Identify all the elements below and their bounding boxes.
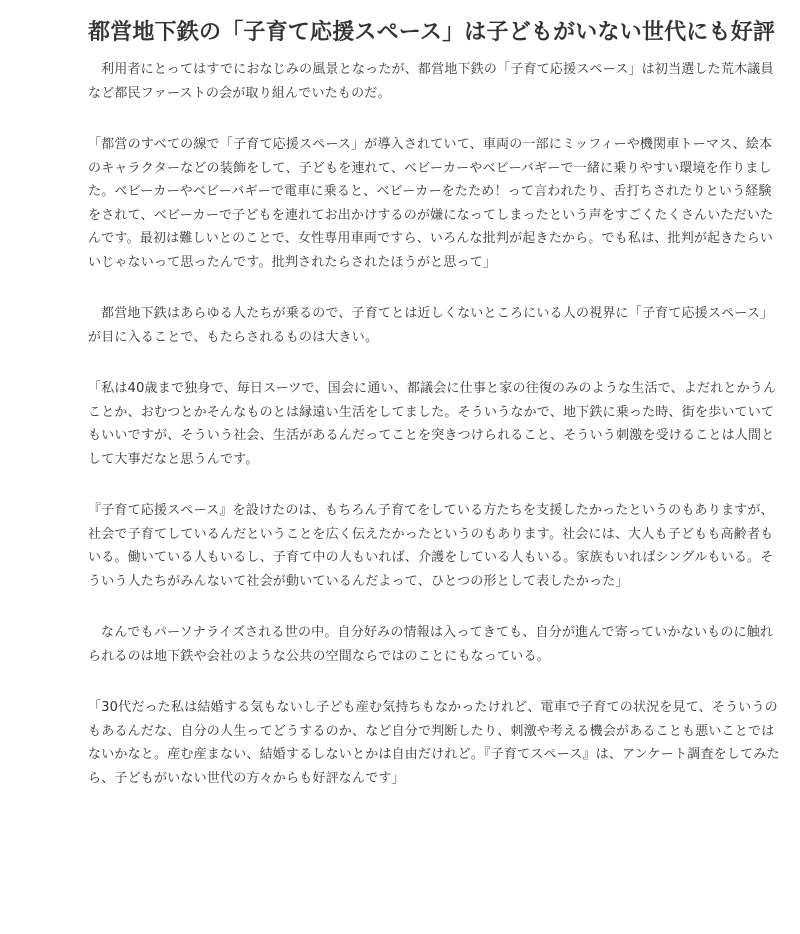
quote-paragraph-4: 『子育て応援スペース』を設けたのは、もちろん子育てをしている方たちを支援したかったというのもありますが、社会で子育てしているんだということを広く伝えたかったというのもあります。社会には、大人も子どもも高齢者もいる。働いている人もいるし、子育て中の人もいれば、介護をしている人もいる。家族もいればシングルもいる。そういう人たちがみんないて社会が動いているんだよって、ひとつの形として表したかった」: [88, 503, 774, 589]
quote-paragraph-6: 「30代だった私は結婚する気もないし子ども産む気持ちもなかったけれど、電車で子育ての状況を見て、そういうのもあるんだな、自分の人生ってどうするのか、など自分で判断したり、刺激や考える機会があることも悪いことではないかなと。産む産まない、結婚するしないとかは自由だけれど。『子育てスペース』は、アンケート調査をしてみたら、子どもがいない世代の方々からも好評なんです」: [88, 700, 780, 786]
paragraph-intro: 利用者にとってはすでにおなじみの風景となったが、都営地下鉄の「子育て応援スペース」は初当選した荒木議員など都民ファーストの会が取り組んでいたものだ。: [88, 62, 774, 101]
narrative-paragraph-5: なんでもパーソナライズされる世の中。自分好みの情報は入ってきても、自分が進んで寄っていかないものに触れられるのは地下鉄や会社のような公共の空間ならではのことにもなっている。: [88, 625, 774, 664]
article-title: 都営地下鉄の「子育て応援スペース」は子どもがいない世代にも好評: [88, 20, 776, 45]
article: [88, 0, 780, 790]
quote-paragraph-3: 「私は40歳まで独身で、毎日スーツで、国会に通い、都議会に仕事と家の往復のみのような生活で、よだれとかうんことか、おむつとかそんなものとは縁遠い生活をしてました。そういうなかで、地下鉄に乗った時、街を歩いていてもいいですが、そういう社会、生活があるんだってことを突きつけられること、そういう刺激を受けることは人間として大事だなと思うんです。: [88, 381, 777, 467]
quote-paragraph-1: 「都営のすべての線で「子育て応援スペース」が導入されていて、車両の一部にミッフィーや機関車トーマス、絵本のキャラクターなどの装飾をして、子どもを連れて、ベビーカーやベビーバギーで一緒に乗りやすい環境を作りました。ベビーカーやベビーバギーで電車に乗ると、ベビーカーをたため！って言われたり、舌打ちされたりという経験をされて、ベビーカーで子どもを連れてお出かけするのが嫌になってしまったという声をすごくたくさんいただいたんです。最初は難しいとのことで、女性専用車両ですら、いろんな批判が起きたから。でも私は、批判が起きたらいいじゃないって思ったんです。批判されたらされたほうがと思って」: [88, 137, 774, 270]
narrative-paragraph-2: 都営地下鉄はあらゆる人たちが乗るので、子育てとは近しくないところにいる人の視界に「子育て応援スペース」が目に入ることで、もたらされるものは大きい。: [88, 306, 774, 345]
